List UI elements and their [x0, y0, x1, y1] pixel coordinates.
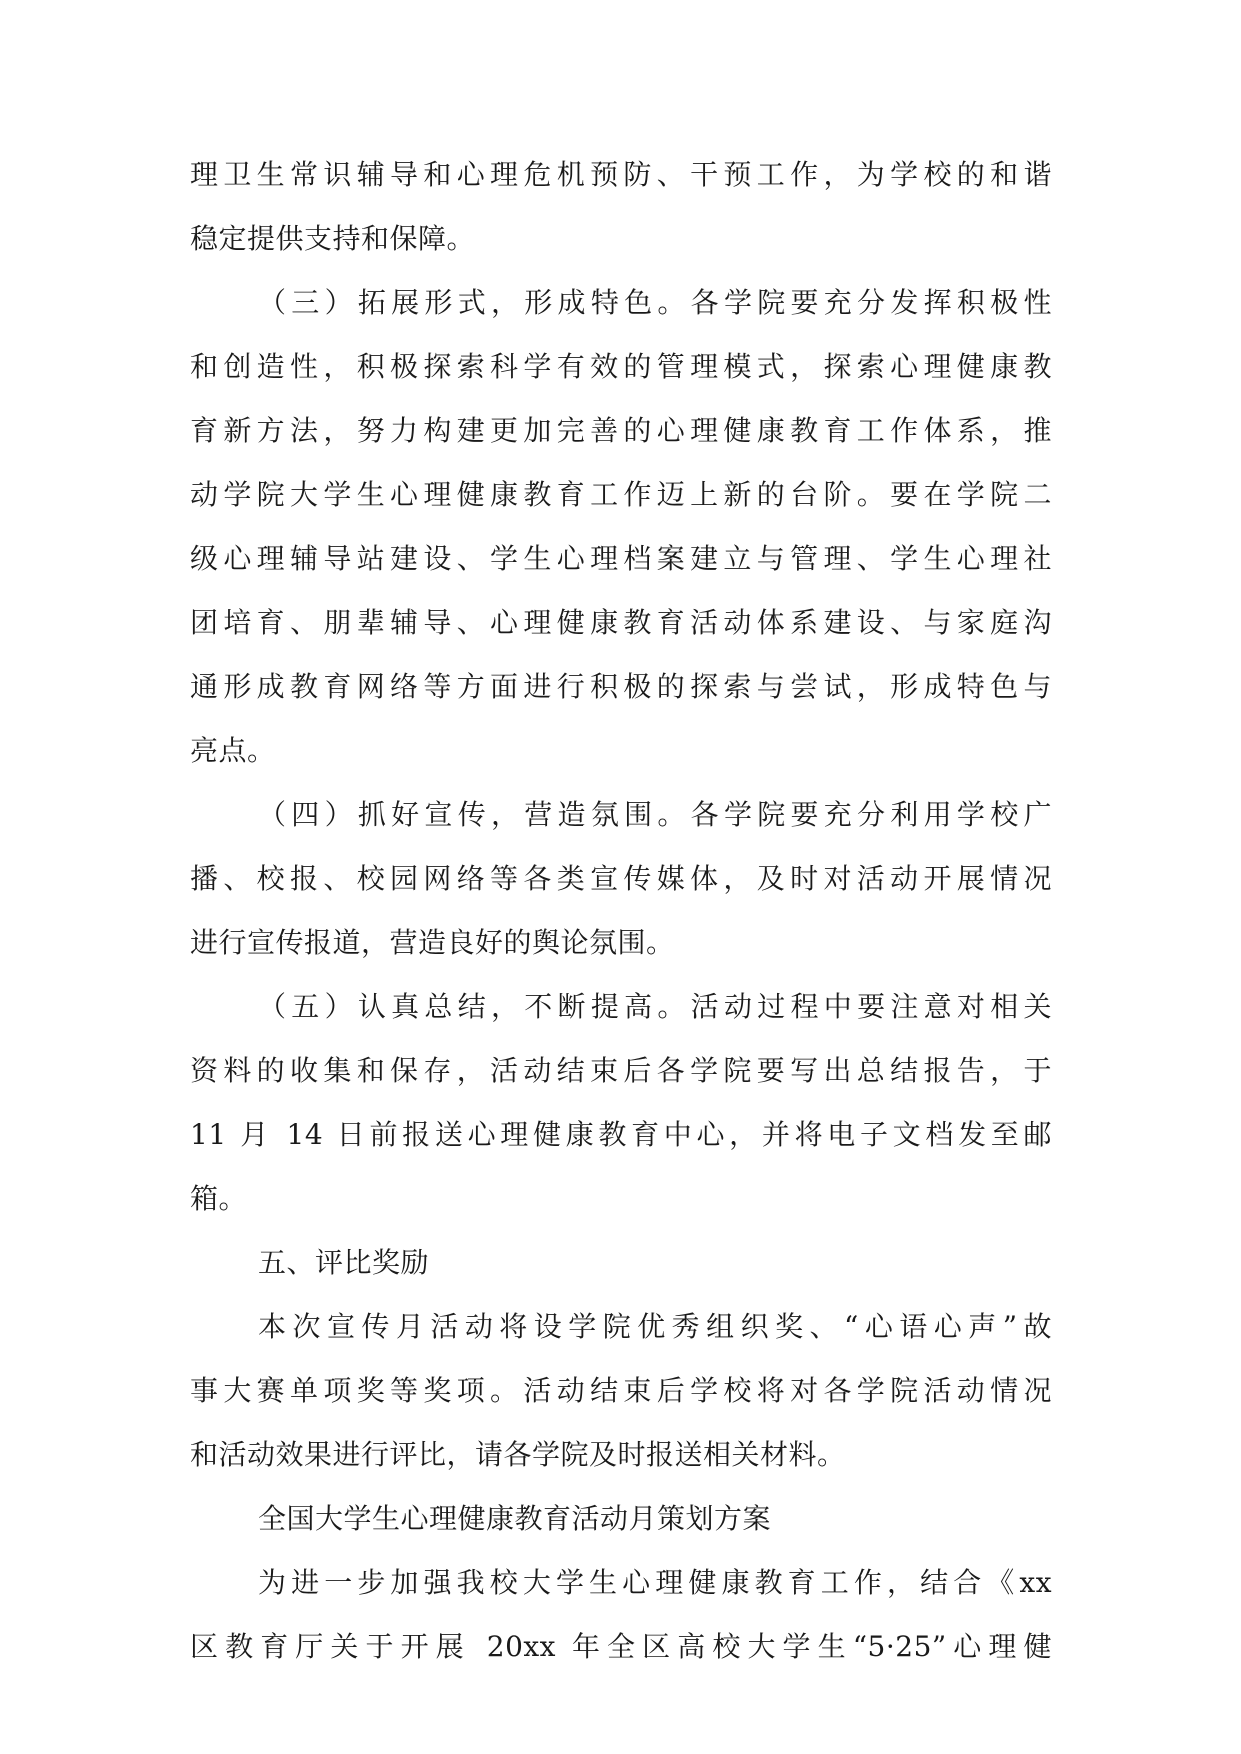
- text-line: 11 月 14 日前报送心理健康教育中心，并将电子文档发至邮: [190, 1118, 1052, 1151]
- text-line: 资料的收集和保存，活动结束后各学院要写出总结报告，于: [190, 1054, 1052, 1087]
- section-heading-line: （四）抓好宣传，营造氛围。各学院要充分利用学校广: [258, 798, 1052, 831]
- text-line: 理卫生常识辅导和心理危机预防、干预工作，为学校的和谐: [190, 158, 1052, 191]
- text-line: 和创造性，积极探索科学有效的管理模式，探索心理健康教: [190, 350, 1052, 383]
- section-title: 五、评比奖励: [258, 1246, 430, 1279]
- text-line: 团培育、朋辈辅导、心理健康教育活动体系建设、与家庭沟: [190, 606, 1052, 639]
- text-line: 播、校报、校园网络等各类宣传媒体，及时对活动开展情况: [190, 862, 1052, 895]
- section-heading-line: （三）拓展形式，形成特色。各学院要充分发挥积极性: [258, 286, 1052, 319]
- text-line: 本次宣传月活动将设学院优秀组织奖、“心语心声”故: [258, 1310, 1052, 1343]
- text-line: 亮点。: [190, 734, 276, 767]
- plan-title: 全国大学生心理健康教育活动月策划方案: [258, 1502, 772, 1535]
- text-line: 事大赛单项奖等奖项。活动结束后学校将对各学院活动情况: [190, 1374, 1052, 1407]
- text-line: 稳定提供支持和保障。: [190, 222, 476, 255]
- text-line: 箱。: [190, 1182, 248, 1215]
- text-line: 通形成教育网络等方面进行积极的探索与尝试，形成特色与: [190, 670, 1052, 703]
- text-line: 进行宣传报道，营造良好的舆论氛围。: [190, 926, 675, 959]
- text-line: 和活动效果进行评比，请各学院及时报送相关材料。: [190, 1438, 846, 1471]
- document-page: [190, 156, 1052, 1692]
- text-line: 育新方法，努力构建更加完善的心理健康教育工作体系，推: [190, 414, 1052, 447]
- text-line: 区教育厅关于开展 20xx 年全区高校大学生“5·25”心理健: [190, 1630, 1052, 1663]
- text-line: 级心理辅导站建设、学生心理档案建立与管理、学生心理社: [190, 542, 1052, 575]
- text-line: 动学院大学生心理健康教育工作迈上新的台阶。要在学院二: [190, 478, 1052, 511]
- section-heading-line: （五）认真总结，不断提高。活动过程中要注意对相关: [258, 990, 1052, 1023]
- text-line: 为进一步加强我校大学生心理健康教育工作，结合《xx: [258, 1566, 1052, 1599]
